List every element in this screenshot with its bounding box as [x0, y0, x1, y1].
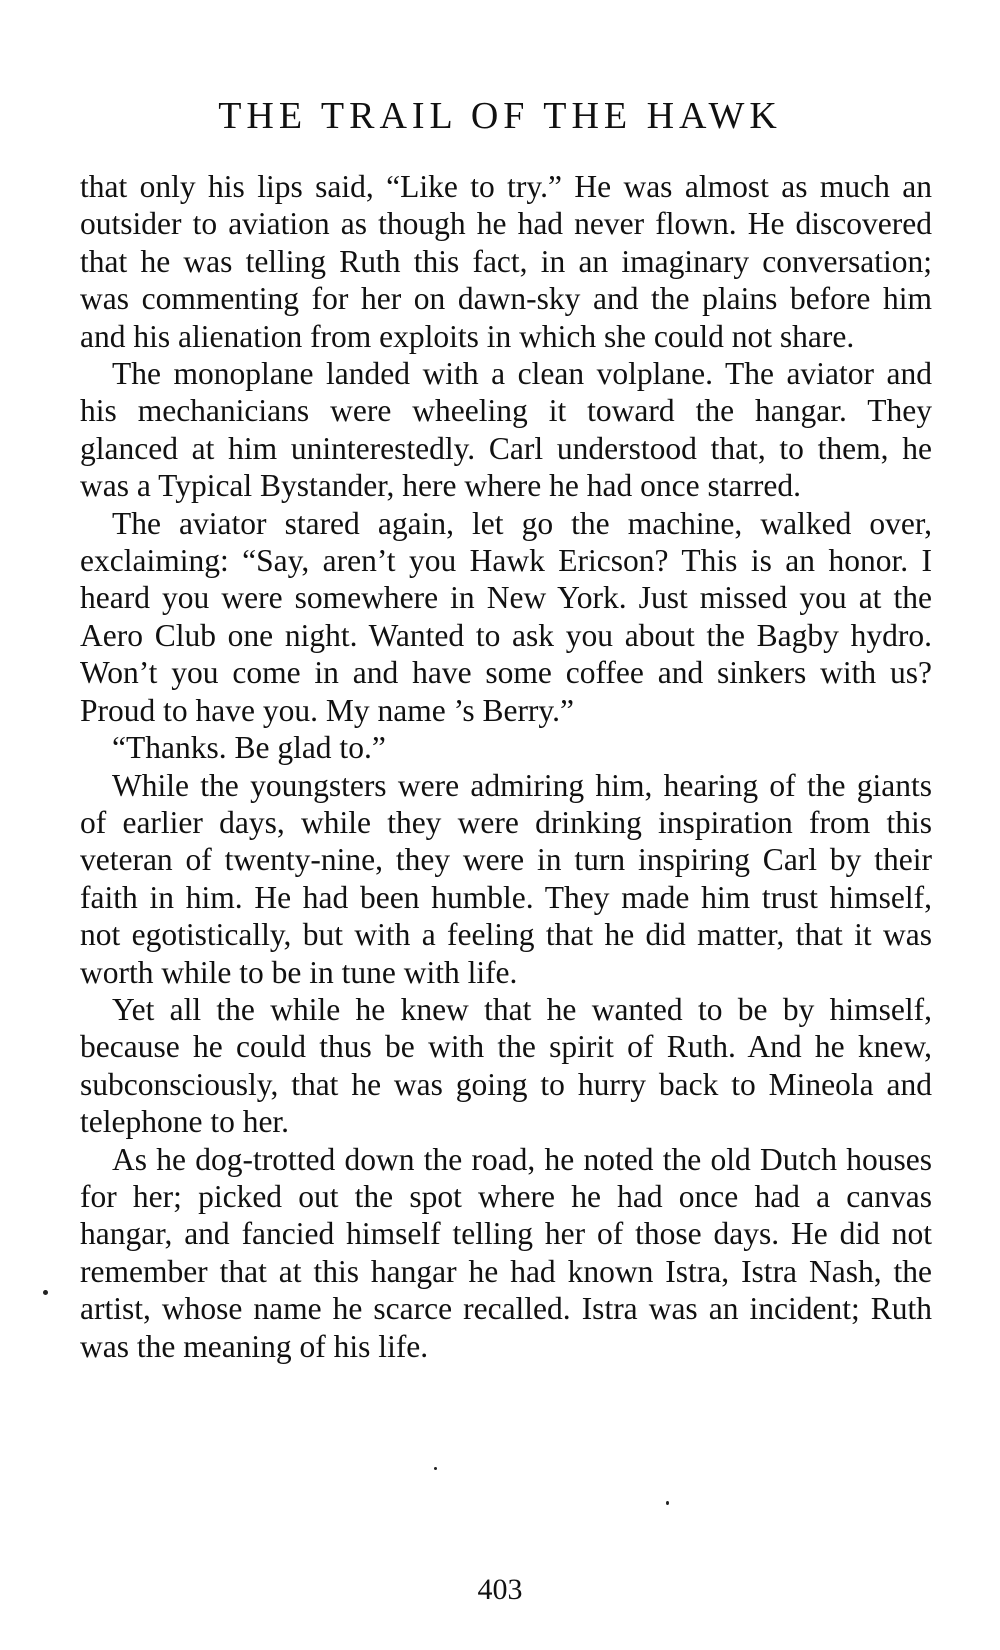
- paragraph-1: that only his lips said, “Like to try.” He was almost as much an outsider to aviation as though he had never flown. He discovered that he was telling Ruth this fact, in an imaginary conversation; was commenting for her on dawn-sky and the plains before him and his alienation from exploits in which she could not share.: [80, 169, 932, 354]
- running-head: THE TRAIL OF THE HAWK: [218, 95, 782, 137]
- paragraph-6: Yet all the while he knew that he wanted to be by himself, because he could thus be with the spirit of Ruth. And he knew, subconsciously, that he was going to hurry back to Mineola and telephone to her.: [80, 991, 932, 1140]
- paragraph-3: The aviator stared again, let go the machine, walked over, exclaiming: “Say, aren’t you Hawk Ericson? This is an honor. I heard you were somewhere in New York. Just missed you at the Aero Club one night. Wanted to ask you about the Bagby hydro. Won’t you come in and have some coffee and sinkers with us? Proud to have you. My name ’s Berry.”: [80, 505, 932, 728]
- paragraph-5: While the youngsters were admiring him, hearing of the giants of earlier days, while they were drinking inspiration from this veteran of twenty-nine, they were in turn inspiring Carl by their faith in him. He had been humble. They made him trust himself, not egotistically, but with a feeling that he did matter, that it was worth while to be in tune with life.: [80, 767, 932, 990]
- page-number: 403: [477, 1573, 523, 1606]
- print-speck: [666, 1501, 669, 1505]
- body-text: [80, 168, 932, 1365]
- paragraph-2: The monoplane landed with a clean volplane. The aviator and his mechanicians were wheeling it toward the hangar. They glanced at him uninterestedly. Carl understood that, to them, he was a Typical Bystander, here where he had once starred.: [80, 356, 932, 504]
- print-speck: [434, 1467, 437, 1470]
- paragraph-4: “Thanks. Be glad to.”: [112, 730, 386, 766]
- paragraph-7: As he dog-trotted down the road, he noted the old Dutch houses for her; picked out the spot where he had once had a canvas hangar, and fancied himself telling her of those days. He did not remember that at this hangar he had known Istra, Istra Nash, the artist, whose name he scarce recalled. Istra was an incident; Ruth was the meaning of his life.: [80, 1141, 932, 1364]
- print-speck: [43, 1290, 48, 1295]
